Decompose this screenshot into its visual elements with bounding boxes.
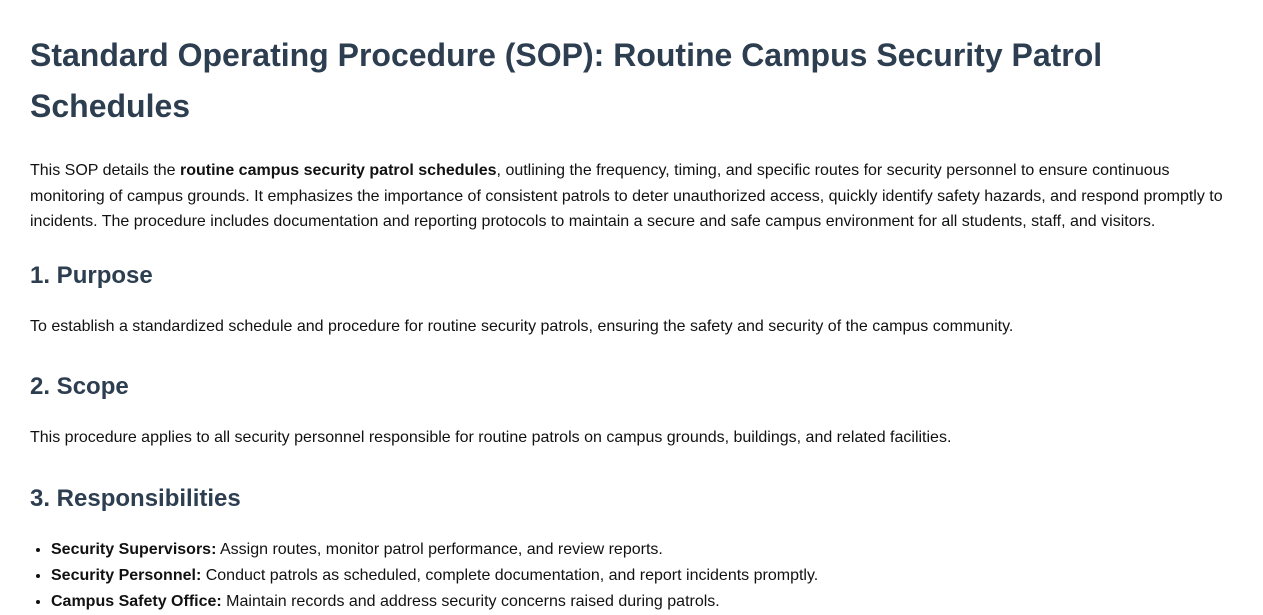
list-item — [51, 589, 1233, 615]
responsibilities-list — [30, 537, 1233, 615]
section-heading-responsibilities: 3. Responsibilities — [30, 484, 241, 512]
role-label: Security Supervisors: — [51, 540, 217, 558]
list-item — [51, 537, 1233, 563]
intro-text-before: This SOP details the — [30, 162, 180, 179]
section-heading-scope: 2. Scope — [30, 373, 129, 400]
role-label: Campus Safety Office: — [51, 592, 222, 610]
intro-bold-text: routine campus security patrol schedules — [180, 162, 497, 179]
intro-text-after: , outlining the frequency, timing, and specific routes for security personnel to ensure continuous monitoring of campus grounds. It emphasizes the importance of consistent patrols to deter unauthorized access, quickly identify safety hazards, and respond promptly to incidents. The procedure includes documentation and reporting protocols to maintain a secure and safe campus environment for all students, staff, and visitors. — [30, 162, 1223, 230]
role-label: Security Personnel: — [51, 566, 202, 584]
list-item — [51, 563, 1233, 589]
scope-text: This procedure applies to all security personnel responsible for routine patrols on campus grounds, buildings, and related facilities. — [30, 429, 952, 446]
role-description: Maintain records and address security concerns raised during patrols. — [221, 592, 720, 610]
role-description: Assign routes, monitor patrol performance, and review reports. — [216, 540, 663, 558]
page-title: Standard Operating Procedure (SOP): Routine Campus Security Patrol Schedules — [30, 37, 1103, 124]
role-description: Conduct patrols as scheduled, complete documentation, and report incidents promptly. — [201, 566, 819, 584]
intro-paragraph — [30, 158, 1233, 235]
section-heading-purpose: 1. Purpose — [30, 261, 153, 289]
purpose-text: To establish a standardized schedule and procedure for routine security patrols, ensuring the safety and security of the campus community. — [30, 317, 1014, 335]
